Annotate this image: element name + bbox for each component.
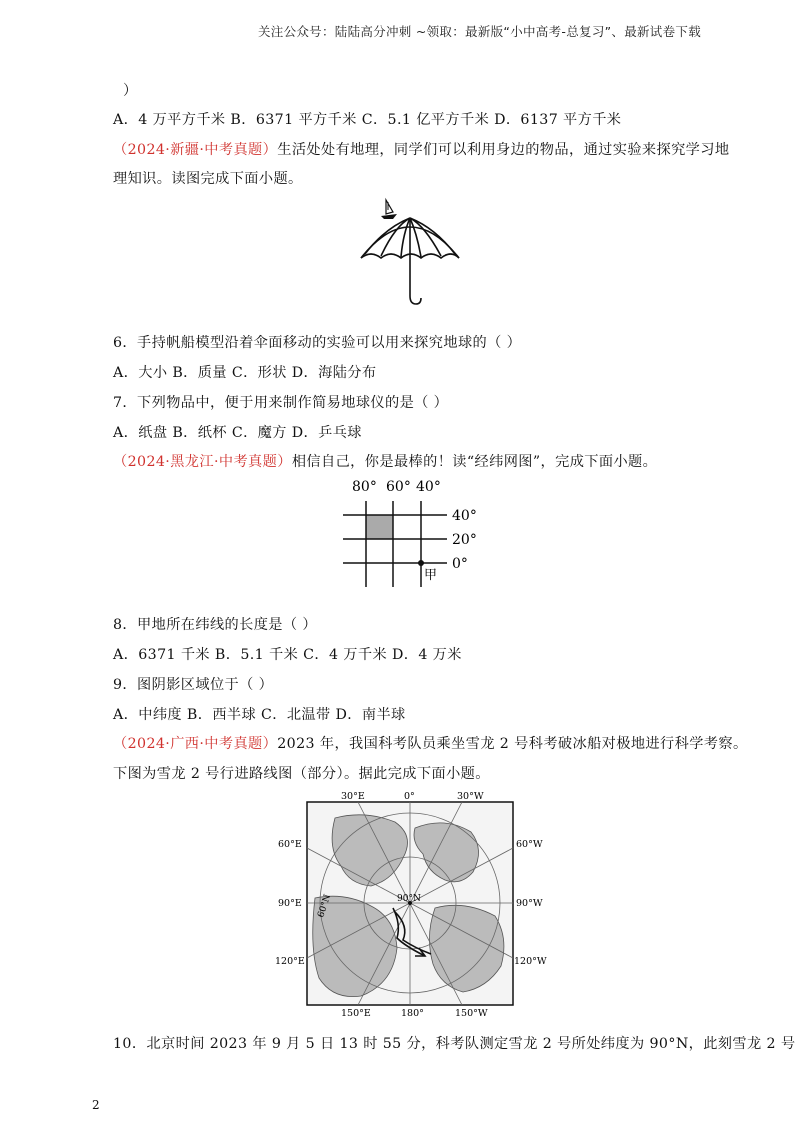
source-tag: （2024·广西·中考真题） xyxy=(113,736,278,752)
sailboat-icon xyxy=(381,200,397,219)
intro-xinjiang xyxy=(113,139,729,159)
point-jia xyxy=(418,560,424,566)
lon-label-60: 60° xyxy=(386,479,411,495)
lon-label-80: 80° xyxy=(352,479,377,495)
map-right-label-90w: 90°W xyxy=(516,898,543,909)
question-8: 8．甲地所在纬线的长度是（ ） xyxy=(113,617,317,633)
question-9: 9．图阴影区域位于（ ） xyxy=(113,677,274,693)
intro-xinjiang-cont: 理知识。读图完成下面小题。 xyxy=(113,171,303,187)
question-7: 7．下列物品中，便于用来制作简易地球仪的是（ ） xyxy=(113,395,449,411)
q5-options: A．4 万平方千米 B．6371 平方千米 C．5.1 亿平方千米 D．6137 平方千米 xyxy=(113,112,622,128)
intro-guangxi xyxy=(113,733,748,753)
map-right-label-120w: 120°W xyxy=(514,956,547,967)
map-bottom-label-150w: 150°W xyxy=(455,1008,488,1019)
source-tag: （2024·黑龙江·中考真题） xyxy=(113,454,292,470)
lat-label-20: 20° xyxy=(452,532,477,548)
source-tag: （2024·新疆·中考真题） xyxy=(113,142,278,158)
map-left-label-60e: 60°E xyxy=(278,839,302,850)
q9-options: A．中纬度 B．西半球 C．北温带 D．南半球 xyxy=(113,707,406,723)
page-number: 2 xyxy=(92,1098,100,1112)
question-10: 10．北京时间 2023 年 9 月 5 日 13 时 55 分，科考队测定雪龙 2 号所处纬度为 90°N，此刻雪龙 2 号 xyxy=(113,1036,796,1052)
intro-text: 相信自己，你是最棒的！读“经纬网图”，完成下面小题。 xyxy=(291,454,658,470)
map-left-label-90e: 90°E xyxy=(278,898,302,909)
map-top-label-0: 0° xyxy=(404,791,415,802)
intro-heilongjiang xyxy=(113,451,657,471)
lat-label-40: 40° xyxy=(452,508,477,524)
q7-options: A．纸盘 B．纸杯 C．魔方 D．乒乓球 xyxy=(113,425,362,441)
lat-label-0: 0° xyxy=(452,556,468,572)
map-right-label-60w: 60°W xyxy=(516,839,543,850)
lon-label-40: 40° xyxy=(416,479,441,495)
point-jia-label: 甲 xyxy=(424,568,438,583)
lat-60n-label: 60°N xyxy=(316,893,334,919)
intro-text: 生活处处有地理，同学们可以利用身边的物品，通过实验来探究学习地 xyxy=(277,142,730,158)
intro-guangxi-cont: 下图为雪龙 2 号行进路线图（部分）。据此完成下面小题。 xyxy=(113,766,490,782)
map-bottom-label-180: 180° xyxy=(401,1008,424,1019)
shaded-region xyxy=(366,515,393,539)
lat-long-grid-figure xyxy=(335,475,485,590)
map-top-label-30e: 30°E xyxy=(341,791,365,802)
q8-options: A．6371 千米 B．5.1 千米 C．4 万千米 D．4 万米 xyxy=(113,647,462,663)
map-bottom-label-150e: 150°E xyxy=(341,1008,371,1019)
q6-options: A．大小 B．质量 C．形状 D．海陆分布 xyxy=(113,365,377,381)
umbrella-figure xyxy=(355,196,465,316)
map-top-label-30w: 30°W xyxy=(457,791,484,802)
arctic-route-map xyxy=(275,788,555,1020)
intro-text: 2023 年，我国科考队员乘坐雪龙 2 号科考破冰船对极地进行科学考察。 xyxy=(277,736,748,752)
map-left-label-120e: 120°E xyxy=(275,956,305,967)
question-6: 6．手持帆船模型沿着伞面移动的实验可以用来探究地球的（ ） xyxy=(113,335,522,351)
page-header: 关注公众号：陆陆高分冲刺 ~领取：最新版“小中高考-总复习”、最新试卷下载 xyxy=(257,24,701,39)
answer-bracket-close: ） xyxy=(123,83,138,99)
north-pole-label: 90°N xyxy=(397,894,421,904)
